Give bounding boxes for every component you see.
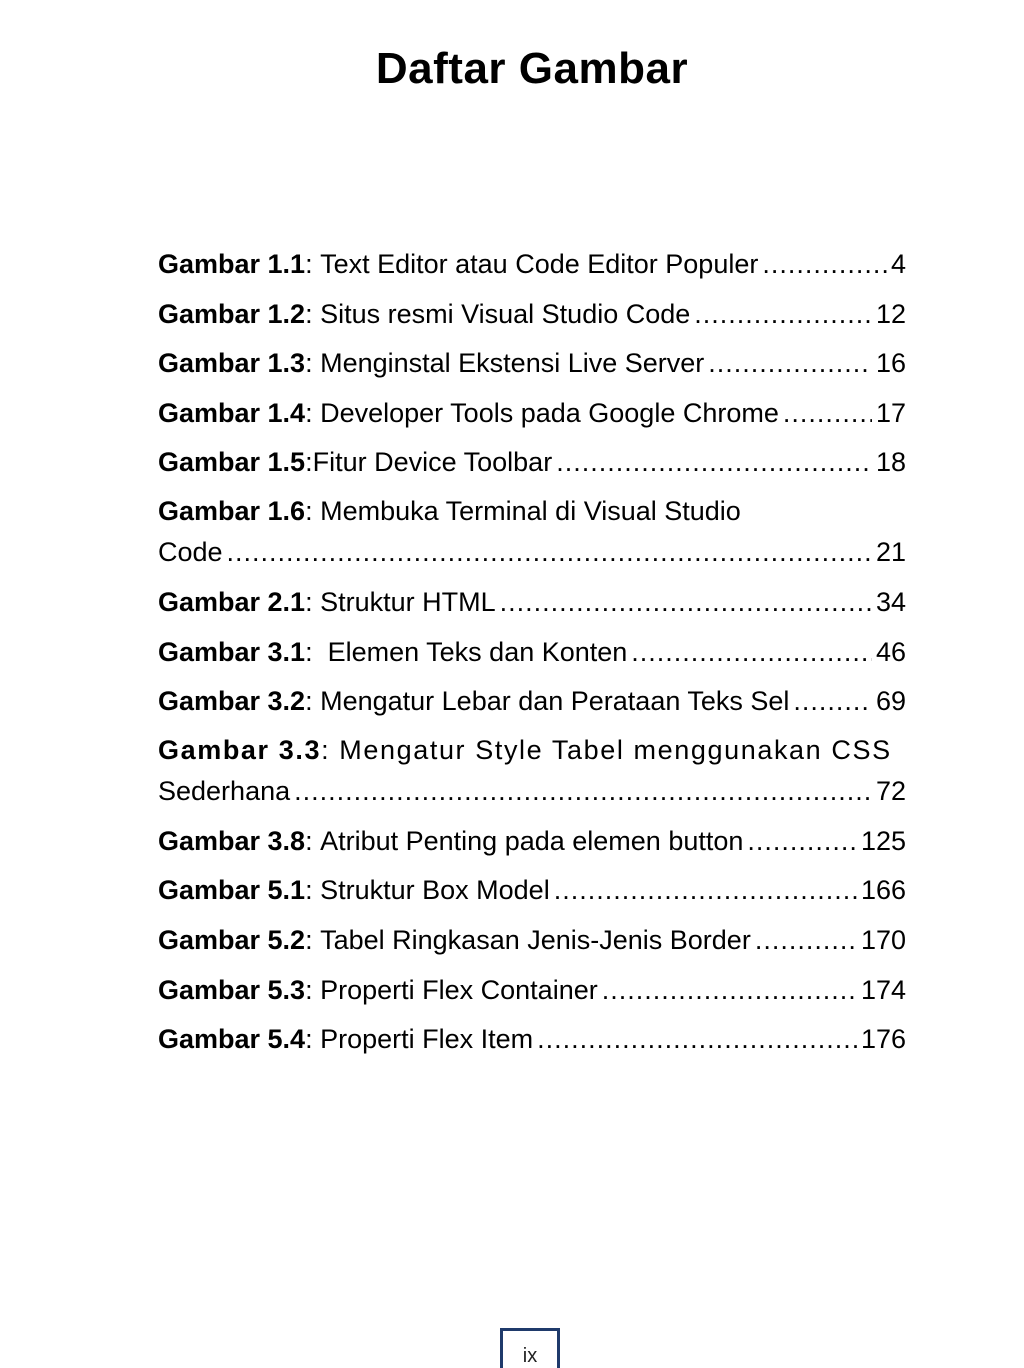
page-ref: 34 xyxy=(875,586,906,617)
figure-caption: Struktur Box Model xyxy=(320,875,550,906)
figure-label: Gambar 5.4 xyxy=(158,1024,306,1055)
dot-leader xyxy=(227,531,872,573)
figure-label: Gambar 3.8 xyxy=(158,825,306,856)
list-item xyxy=(158,243,906,293)
separator: : xyxy=(305,348,321,379)
figure-caption: Mengatur Lebar dan Perataan Teks Sel xyxy=(320,686,790,717)
page-ref: 12 xyxy=(875,298,906,329)
list-item xyxy=(158,392,906,442)
separator: : xyxy=(305,974,321,1005)
caption-line-1 xyxy=(158,730,906,770)
figure-label: Gambar 5.2 xyxy=(158,924,306,955)
list-item xyxy=(158,342,906,392)
figure-caption: Developer Tools pada Google Chrome xyxy=(320,397,779,428)
figure-label: Gambar 1.5 xyxy=(158,447,306,478)
figure-caption: Properti Flex Container xyxy=(320,974,598,1005)
figure-label: Gambar 3.1 xyxy=(158,636,306,667)
separator: : xyxy=(305,686,321,717)
dot-leader xyxy=(294,770,872,812)
page-ref: 21 xyxy=(875,536,906,567)
page-ref: 69 xyxy=(875,686,906,717)
figure-label: Gambar 2.1 xyxy=(158,586,306,617)
page-ref: 176 xyxy=(860,1024,906,1055)
page-number: ix xyxy=(522,1345,538,1367)
page-ref: 125 xyxy=(860,825,906,856)
figure-caption: Tabel Ringkasan Jenis-Jenis Border xyxy=(320,924,751,955)
page-title: Daftar Gambar xyxy=(375,44,689,93)
page-ref: 174 xyxy=(860,974,906,1005)
separator: : xyxy=(305,447,313,478)
separator: : xyxy=(305,924,321,955)
list-item xyxy=(158,820,906,870)
dot-leader xyxy=(708,342,872,384)
list-item xyxy=(158,969,906,1019)
separator: : xyxy=(305,397,321,428)
dot-leader xyxy=(556,441,872,483)
separator: : xyxy=(305,825,321,856)
page-ref: 16 xyxy=(875,348,906,379)
dot-leader xyxy=(783,392,872,434)
separator: : xyxy=(305,1024,321,1055)
figure-caption: Text Editor atau Code Editor Populer xyxy=(320,249,759,279)
list-item xyxy=(158,680,906,730)
list-item xyxy=(158,869,906,919)
figure-label: Gambar 1.1 xyxy=(158,249,306,279)
figure-caption: Struktur HTML xyxy=(320,586,496,617)
dot-leader xyxy=(500,581,872,623)
page-ref: 166 xyxy=(860,875,906,906)
page-ref: 46 xyxy=(875,636,906,667)
figure-caption: Elemen Teks dan Konten xyxy=(327,636,628,667)
figure-label: Gambar 5.1 xyxy=(158,875,306,906)
list-item xyxy=(158,441,906,491)
separator: : xyxy=(305,298,321,329)
page-ref: 72 xyxy=(875,775,906,806)
figure-caption: Mengatur Style Tabel menggunakan CSS xyxy=(339,734,892,765)
figure-caption: Menginstal Ekstensi Live Server xyxy=(320,348,705,379)
separator: : xyxy=(305,586,321,617)
separator: : xyxy=(305,495,321,526)
list-item xyxy=(158,293,906,343)
separator: : xyxy=(305,875,321,906)
dot-leader xyxy=(762,243,887,285)
dot-leader xyxy=(694,293,872,335)
caption-line-2 xyxy=(158,531,906,573)
page-ref: 4 xyxy=(890,249,906,279)
list-item xyxy=(158,631,906,681)
figure-label: Gambar 1.3 xyxy=(158,348,306,379)
dot-leader xyxy=(747,820,857,862)
dot-leader xyxy=(755,919,857,961)
page-number-box xyxy=(500,1328,560,1368)
list-item xyxy=(158,919,906,969)
dot-leader xyxy=(793,680,872,722)
dot-leader xyxy=(631,631,872,673)
figure-caption: Atribut Penting pada elemen button xyxy=(320,825,744,856)
page-ref: 17 xyxy=(875,397,906,428)
figure-list xyxy=(158,243,906,1068)
list-item xyxy=(158,730,906,812)
caption-line-1 xyxy=(158,491,906,531)
caption-line-2 xyxy=(158,770,906,812)
figure-label: Gambar 1.6 xyxy=(158,495,306,526)
list-item xyxy=(158,491,906,573)
dot-leader xyxy=(537,1018,857,1060)
figure-caption-continued: Code xyxy=(158,536,223,567)
list-item xyxy=(158,581,906,631)
figure-label: Gambar 5.3 xyxy=(158,974,306,1005)
figure-label: Gambar 3.2 xyxy=(158,686,306,717)
page-ref: 170 xyxy=(860,924,906,955)
page-ref: 18 xyxy=(875,447,906,478)
list-item xyxy=(158,1018,906,1068)
figure-caption: Properti Flex Item xyxy=(320,1024,534,1055)
figure-label: Gambar 1.4 xyxy=(158,397,306,428)
dot-leader xyxy=(554,869,857,911)
figure-caption: Situs resmi Visual Studio Code xyxy=(320,298,691,329)
figure-label: Gambar 3.3 xyxy=(158,734,322,765)
dot-leader xyxy=(602,969,857,1011)
separator: : xyxy=(321,734,340,765)
figure-label: Gambar 1.2 xyxy=(158,298,306,329)
figure-caption-continued: Sederhana xyxy=(158,775,291,806)
figure-caption: Membuka Terminal di Visual Studio xyxy=(320,495,741,526)
separator: : xyxy=(305,636,328,667)
separator: : xyxy=(305,249,321,279)
figure-caption: Fitur Device Toolbar xyxy=(312,447,553,478)
